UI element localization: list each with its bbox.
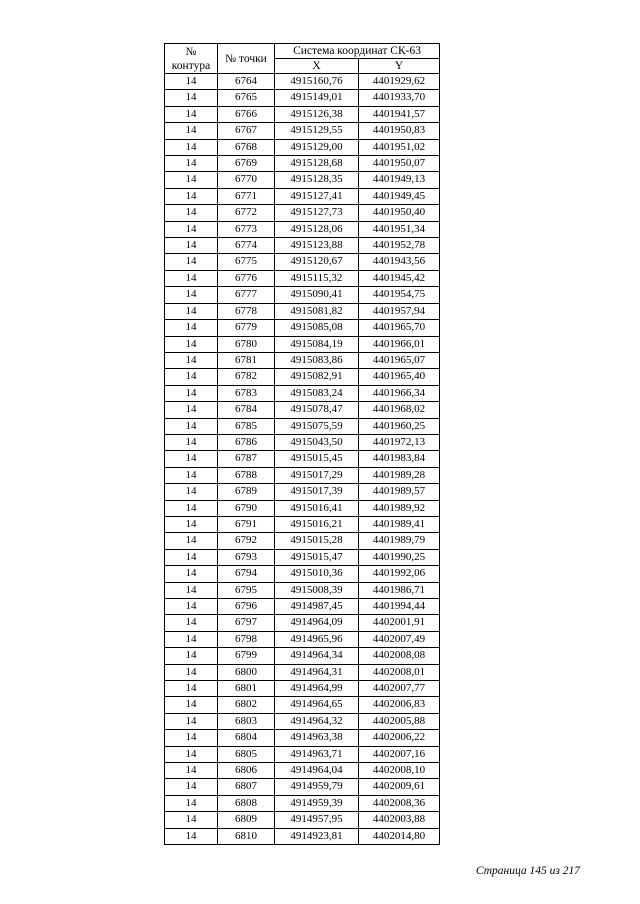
cell-contour: 14: [165, 549, 218, 565]
table-row: [165, 238, 440, 254]
table-row: [165, 549, 440, 565]
cell-x: 4914959,79: [275, 779, 359, 795]
cell-contour: 14: [165, 123, 218, 139]
cell-point: 6769: [218, 156, 275, 172]
cell-x: 4914923,81: [275, 828, 359, 844]
cell-y: 4402014,80: [359, 828, 440, 844]
cell-contour: 14: [165, 369, 218, 385]
cell-x: 4915085,08: [275, 320, 359, 336]
cell-y: 4401989,79: [359, 533, 440, 549]
cell-contour: 14: [165, 74, 218, 90]
cell-x: 4914965,96: [275, 631, 359, 647]
cell-point: 6802: [218, 697, 275, 713]
cell-contour: 14: [165, 697, 218, 713]
cell-contour: 14: [165, 763, 218, 779]
cell-x: 4915017,39: [275, 484, 359, 500]
table-row: [165, 90, 440, 106]
cell-contour: 14: [165, 500, 218, 516]
cell-y: 4402003,88: [359, 812, 440, 828]
cell-point: 6777: [218, 287, 275, 303]
table-row: [165, 254, 440, 270]
cell-y: 4401989,57: [359, 484, 440, 500]
table-row: [165, 812, 440, 828]
cell-y: 4402007,77: [359, 681, 440, 697]
table-row: [165, 303, 440, 319]
cell-x: 4915043,50: [275, 434, 359, 450]
table-row: [165, 516, 440, 532]
table-row: [165, 697, 440, 713]
cell-contour: 14: [165, 779, 218, 795]
cell-point: 6806: [218, 763, 275, 779]
cell-contour: 14: [165, 615, 218, 631]
table-row: [165, 648, 440, 664]
cell-x: 4915090,41: [275, 287, 359, 303]
table-row: [165, 270, 440, 286]
cell-x: 4914964,99: [275, 681, 359, 697]
cell-contour: 14: [165, 172, 218, 188]
cell-y: 4401989,92: [359, 500, 440, 516]
cell-x: 4914964,34: [275, 648, 359, 664]
table-row: [165, 566, 440, 582]
table-row: [165, 599, 440, 615]
cell-x: 4914957,95: [275, 812, 359, 828]
page-number: Страница 145 из 217: [475, 865, 580, 877]
table-row: [165, 139, 440, 155]
cell-contour: 14: [165, 188, 218, 204]
cell-point: 6803: [218, 713, 275, 729]
table-row: [165, 713, 440, 729]
table-row: [165, 828, 440, 844]
cell-y: 4402007,49: [359, 631, 440, 647]
cell-contour: 14: [165, 287, 218, 303]
cell-point: 6768: [218, 139, 275, 155]
cell-contour: 14: [165, 156, 218, 172]
cell-y: 4401965,07: [359, 352, 440, 368]
cell-contour: 14: [165, 795, 218, 811]
cell-x: 4915078,47: [275, 402, 359, 418]
cell-contour: 14: [165, 730, 218, 746]
table-row: [165, 320, 440, 336]
cell-contour: 14: [165, 648, 218, 664]
table-row: [165, 746, 440, 762]
cell-y: 4402008,08: [359, 648, 440, 664]
cell-contour: 14: [165, 352, 218, 368]
cell-y: 4401986,71: [359, 582, 440, 598]
table-row: [165, 451, 440, 467]
cell-point: 6804: [218, 730, 275, 746]
cell-point: 6810: [218, 828, 275, 844]
table-row: [165, 287, 440, 303]
cell-x: 4915016,41: [275, 500, 359, 516]
table-row: [165, 156, 440, 172]
table-row: [165, 763, 440, 779]
table-header: [165, 44, 440, 74]
cell-x: 4915123,88: [275, 238, 359, 254]
cell-point: 6792: [218, 533, 275, 549]
cell-point: 6786: [218, 434, 275, 450]
cell-x: 4915149,01: [275, 90, 359, 106]
cell-point: 6780: [218, 336, 275, 352]
cell-y: 4401994,44: [359, 599, 440, 615]
cell-x: 4915127,73: [275, 205, 359, 221]
cell-x: 4915008,39: [275, 582, 359, 598]
cell-y: 4402006,83: [359, 697, 440, 713]
cell-y: 4401951,34: [359, 221, 440, 237]
cell-x: 4915127,41: [275, 188, 359, 204]
cell-point: 6772: [218, 205, 275, 221]
table-row: [165, 106, 440, 122]
cell-contour: 14: [165, 402, 218, 418]
cell-point: 6764: [218, 74, 275, 90]
cell-x: 4914964,09: [275, 615, 359, 631]
cell-contour: 14: [165, 221, 218, 237]
cell-x: 4915120,67: [275, 254, 359, 270]
cell-contour: 14: [165, 533, 218, 549]
cell-contour: 14: [165, 631, 218, 647]
cell-y: 4402006,22: [359, 730, 440, 746]
cell-contour: 14: [165, 106, 218, 122]
cell-x: 4915128,68: [275, 156, 359, 172]
table-row: [165, 615, 440, 631]
cell-contour: 14: [165, 566, 218, 582]
cell-x: 4915075,59: [275, 418, 359, 434]
cell-x: 4914964,32: [275, 713, 359, 729]
cell-y: 4401965,70: [359, 320, 440, 336]
cell-x: 4914964,65: [275, 697, 359, 713]
cell-x: 4915083,24: [275, 385, 359, 401]
cell-y: 4401968,02: [359, 402, 440, 418]
table-row: [165, 402, 440, 418]
cell-x: 4914963,71: [275, 746, 359, 762]
cell-y: 4401941,57: [359, 106, 440, 122]
cell-y: 4401990,25: [359, 549, 440, 565]
cell-contour: 14: [165, 812, 218, 828]
table-row: [165, 681, 440, 697]
cell-point: 6800: [218, 664, 275, 680]
cell-y: 4401966,34: [359, 385, 440, 401]
cell-point: 6767: [218, 123, 275, 139]
cell-y: 4402007,16: [359, 746, 440, 762]
cell-x: 4915081,82: [275, 303, 359, 319]
header-contour-line2: контура: [171, 59, 211, 72]
table-row: [165, 779, 440, 795]
cell-y: 4402008,36: [359, 795, 440, 811]
cell-x: 4915016,21: [275, 516, 359, 532]
cell-y: 4401952,78: [359, 238, 440, 254]
cell-x: 4915129,00: [275, 139, 359, 155]
cell-x: 4915015,45: [275, 451, 359, 467]
table-row: [165, 434, 440, 450]
cell-contour: 14: [165, 713, 218, 729]
cell-contour: 14: [165, 516, 218, 532]
table-row: [165, 631, 440, 647]
table-row: [165, 336, 440, 352]
cell-y: 4402001,91: [359, 615, 440, 631]
table-row: [165, 664, 440, 680]
table-row: [165, 730, 440, 746]
table-row: [165, 123, 440, 139]
cell-contour: 14: [165, 484, 218, 500]
cell-y: 4401945,42: [359, 270, 440, 286]
cell-point: 6788: [218, 467, 275, 483]
table-row: [165, 74, 440, 90]
cell-point: 6765: [218, 90, 275, 106]
cell-point: 6795: [218, 582, 275, 598]
cell-x: 4915126,38: [275, 106, 359, 122]
table-row: [165, 484, 440, 500]
cell-contour: 14: [165, 828, 218, 844]
cell-point: 6809: [218, 812, 275, 828]
cell-y: 4402008,10: [359, 763, 440, 779]
cell-point: 6789: [218, 484, 275, 500]
coordinates-table: [164, 43, 440, 845]
cell-y: 4401972,13: [359, 434, 440, 450]
table-row: [165, 188, 440, 204]
cell-x: 4915083,86: [275, 352, 359, 368]
cell-point: 6778: [218, 303, 275, 319]
cell-y: 4401992,06: [359, 566, 440, 582]
cell-contour: 14: [165, 664, 218, 680]
cell-point: 6781: [218, 352, 275, 368]
cell-point: 6801: [218, 681, 275, 697]
table-row: [165, 385, 440, 401]
cell-point: 6807: [218, 779, 275, 795]
cell-point: 6775: [218, 254, 275, 270]
table-row: [165, 221, 440, 237]
cell-y: 4401960,25: [359, 418, 440, 434]
cell-point: 6770: [218, 172, 275, 188]
cell-contour: 14: [165, 385, 218, 401]
cell-contour: 14: [165, 90, 218, 106]
cell-y: 4401954,75: [359, 287, 440, 303]
cell-point: 6794: [218, 566, 275, 582]
cell-contour: 14: [165, 238, 218, 254]
cell-point: 6779: [218, 320, 275, 336]
cell-x: 4914987,45: [275, 599, 359, 615]
cell-x: 4914959,39: [275, 795, 359, 811]
cell-contour: 14: [165, 451, 218, 467]
table-row: [165, 582, 440, 598]
cell-y: 4401983,84: [359, 451, 440, 467]
cell-x: 4915128,35: [275, 172, 359, 188]
cell-y: 4401957,94: [359, 303, 440, 319]
cell-y: 4401949,45: [359, 188, 440, 204]
cell-x: 4915017,29: [275, 467, 359, 483]
cell-point: 6798: [218, 631, 275, 647]
cell-point: 6782: [218, 369, 275, 385]
table-body: [165, 74, 440, 845]
cell-y: 4401950,40: [359, 205, 440, 221]
cell-contour: 14: [165, 205, 218, 221]
cell-y: 4402009,61: [359, 779, 440, 795]
cell-point: 6783: [218, 385, 275, 401]
cell-y: 4401933,70: [359, 90, 440, 106]
cell-y: 4401965,40: [359, 369, 440, 385]
table-row: [165, 795, 440, 811]
cell-point: 6776: [218, 270, 275, 286]
cell-x: 4915160,76: [275, 74, 359, 90]
cell-contour: 14: [165, 681, 218, 697]
table-row: [165, 418, 440, 434]
cell-y: 4401929,62: [359, 74, 440, 90]
cell-contour: 14: [165, 746, 218, 762]
cell-contour: 14: [165, 270, 218, 286]
header-coordinate-system: Система координат СК-63: [275, 44, 440, 59]
cell-point: 6787: [218, 451, 275, 467]
cell-contour: 14: [165, 582, 218, 598]
cell-contour: 14: [165, 599, 218, 615]
cell-y: 4401949,13: [359, 172, 440, 188]
cell-point: 6774: [218, 238, 275, 254]
cell-x: 4915082,91: [275, 369, 359, 385]
table-row: [165, 172, 440, 188]
cell-point: 6791: [218, 516, 275, 532]
cell-contour: 14: [165, 139, 218, 155]
header-contour-number: [165, 44, 218, 74]
cell-point: 6773: [218, 221, 275, 237]
header-y: Y: [359, 59, 440, 74]
cell-y: 4401950,07: [359, 156, 440, 172]
cell-point: 6784: [218, 402, 275, 418]
cell-x: 4915015,28: [275, 533, 359, 549]
cell-x: 4915115,32: [275, 270, 359, 286]
cell-x: 4915084,19: [275, 336, 359, 352]
cell-contour: 14: [165, 434, 218, 450]
cell-y: 4401943,56: [359, 254, 440, 270]
cell-point: 6790: [218, 500, 275, 516]
table-row: [165, 467, 440, 483]
header-point-number: № точки: [218, 44, 275, 74]
cell-contour: 14: [165, 254, 218, 270]
cell-y: 4402005,88: [359, 713, 440, 729]
cell-point: 6766: [218, 106, 275, 122]
cell-y: 4401989,41: [359, 516, 440, 532]
cell-y: 4402008,01: [359, 664, 440, 680]
cell-y: 4401951,02: [359, 139, 440, 155]
cell-x: 4914964,31: [275, 664, 359, 680]
cell-x: 4914963,38: [275, 730, 359, 746]
table-row: [165, 369, 440, 385]
table-row: [165, 352, 440, 368]
cell-x: 4915010,36: [275, 566, 359, 582]
cell-point: 6797: [218, 615, 275, 631]
cell-x: 4915129,55: [275, 123, 359, 139]
cell-contour: 14: [165, 418, 218, 434]
table-row: [165, 205, 440, 221]
cell-contour: 14: [165, 303, 218, 319]
cell-contour: 14: [165, 336, 218, 352]
cell-y: 4401989,28: [359, 467, 440, 483]
cell-y: 4401950,83: [359, 123, 440, 139]
cell-y: 4401966,01: [359, 336, 440, 352]
table-row: [165, 533, 440, 549]
cell-point: 6771: [218, 188, 275, 204]
header-x: X: [275, 59, 359, 74]
cell-point: 6785: [218, 418, 275, 434]
header-contour-line1: №: [185, 45, 197, 58]
cell-point: 6799: [218, 648, 275, 664]
cell-point: 6808: [218, 795, 275, 811]
cell-x: 4915015,47: [275, 549, 359, 565]
cell-point: 6793: [218, 549, 275, 565]
cell-contour: 14: [165, 320, 218, 336]
cell-x: 4915128,06: [275, 221, 359, 237]
cell-contour: 14: [165, 467, 218, 483]
table-row: [165, 500, 440, 516]
cell-point: 6796: [218, 599, 275, 615]
cell-x: 4914964,04: [275, 763, 359, 779]
cell-point: 6805: [218, 746, 275, 762]
